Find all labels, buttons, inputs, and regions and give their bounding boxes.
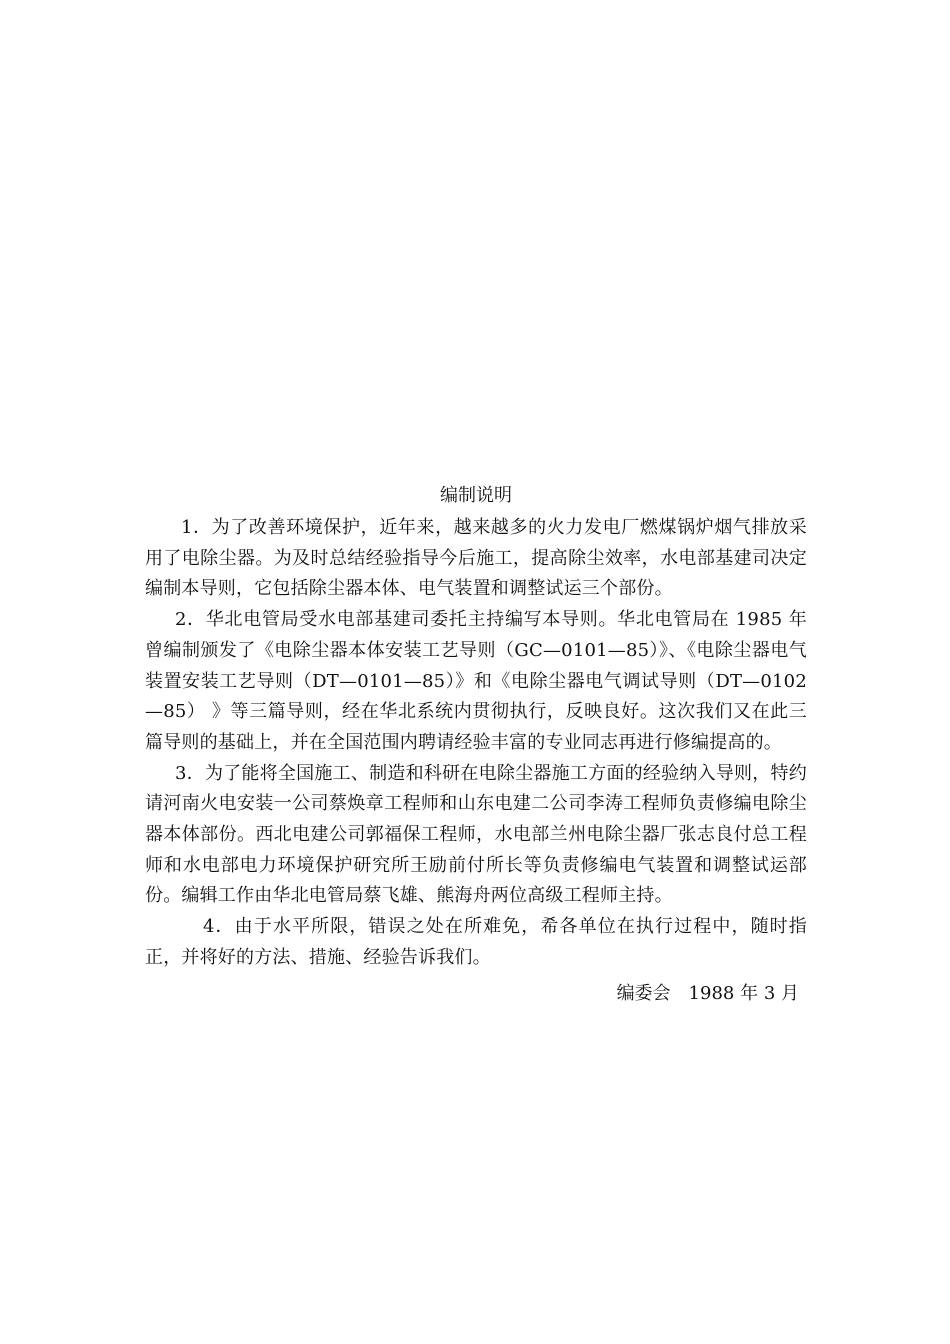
paragraph-4: 4．由于水平所限，错误之处在所难免，希各单位在执行过程中，随时指正，并将好的方法、措施、经验告诉我们。	[145, 916, 807, 968]
paragraph-3: 3．为了能将全国施工、制造和科研在电除尘器施工方面的经验纳入导则，特约请河南火电安装一公司蔡焕章工程师和山东电建二公司李涛工程师负责修编电除尘器本体部份。西北电建公司郭福保工程师，水电部兰州电除尘器厂张志良付总工程师和水电部电力环境保护研究所王励前付所长等负责修编电气装置和调整试运部份。编辑工作由华北电管局蔡飞雄、熊海舟两位高级工程师主持。	[145, 762, 807, 907]
signature-line: 编委会 1988 年 3 月	[616, 982, 799, 1004]
paragraph-1: 1．为了改善环境保护，近年来，越来越多的火力发电厂燃煤锅炉烟气排放采用了电除尘器。为及时总结经验指导今后施工，提高除尘效率，水电部基建司决定编制本导则，它包括除尘器本体、电气装置和调整试运三个部份。	[145, 517, 807, 600]
paragraph-2: 2．华北电管局受水电部基建司委托主持编写本导则。华北电管局在 1985 年曾编制颁发了《电除尘器本体安装工艺导则（GC—0101—85）》、《电除尘器电气装置安装工艺导则（DT—0101—85）》和《电除尘器电气调试导则（DT—0102—85） 》等三篇导则，经在华北系统内贯彻执行，反映良好。这次我们又在此三篇导则的基础上，并在全国范围内聘请经验丰富的专业同志再进行修编提高的。	[145, 609, 807, 753]
document-title: 编制说明	[440, 485, 512, 506]
document-body	[145, 479, 807, 1010]
